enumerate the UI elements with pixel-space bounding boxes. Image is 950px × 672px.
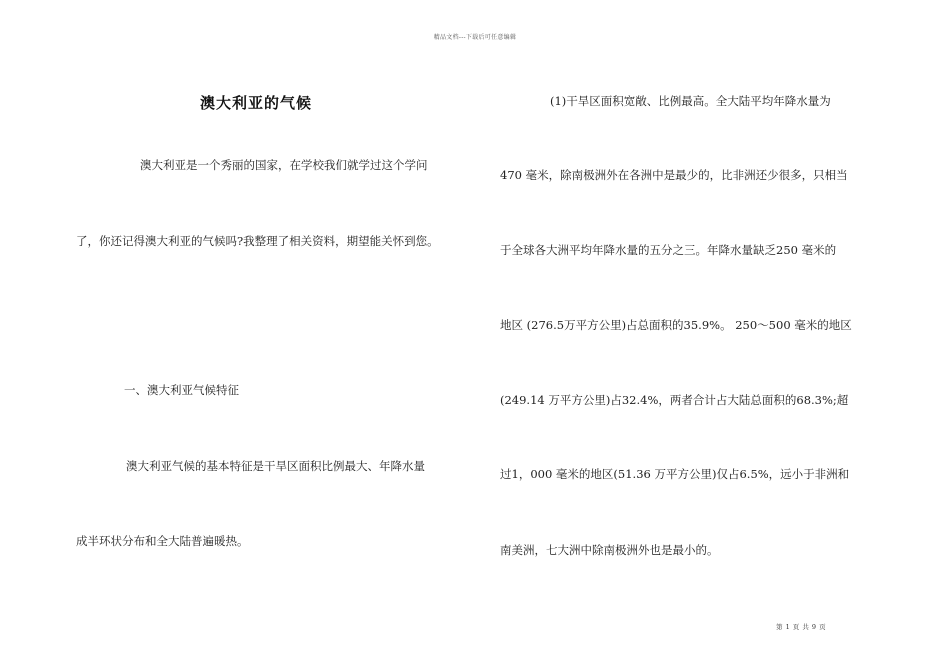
left-paragraph-2-line-2: 成半环状分布和全大陆普遍暖热。 [76, 534, 249, 548]
page-indicator: 第 1 页 共 9 页 [776, 623, 827, 631]
right-paragraph-line-4: 地区 (276.5万平方公里)占总面积的35.9%。 250～500 毫米的地区 [500, 318, 852, 332]
right-paragraph-line-1: (1)干旱区面积宽敞、比例最高。全大陆平均年降水量为 [550, 94, 831, 108]
right-paragraph-line-5: (249.14 万平方公里)占32.4%，两者合计占大陆总面积的68.3%;超 [500, 393, 849, 407]
right-paragraph-line-2: 470 毫米，除南极洲外在各洲中是最少的，比非洲还少很多，只相当 [500, 168, 848, 182]
left-paragraph-1-line-2: 了，你还记得澳大利亚的气候吗?我整理了相关资料，期望能关怀到您。 [76, 234, 439, 248]
right-paragraph-line-3: 于全球各大洲平均年降水量的五分之三。年降水量缺乏250 毫米的 [500, 243, 837, 257]
right-paragraph-line-6: 过1，000 毫米的地区(51.36 万平方公里)仅占6.5%，远小于非洲和 [500, 467, 850, 481]
left-paragraph-2-line-1: 澳大利亚气候的基本特征是干旱区面积比例最大、年降水量 [126, 459, 425, 473]
section-heading-1: 一、澳大利亚气候特征 [124, 383, 239, 397]
right-paragraph-line-7: 南美洲，七大洲中除南极洲外也是最小的。 [500, 543, 719, 557]
left-paragraph-1-line-1: 澳大利亚是一个秀丽的国家，在学校我们就学过这个学问 [140, 158, 428, 172]
header-note: 精品文档---下载后可任意编辑 [433, 34, 517, 41]
document-title: 澳大利亚的气候 [200, 94, 313, 112]
